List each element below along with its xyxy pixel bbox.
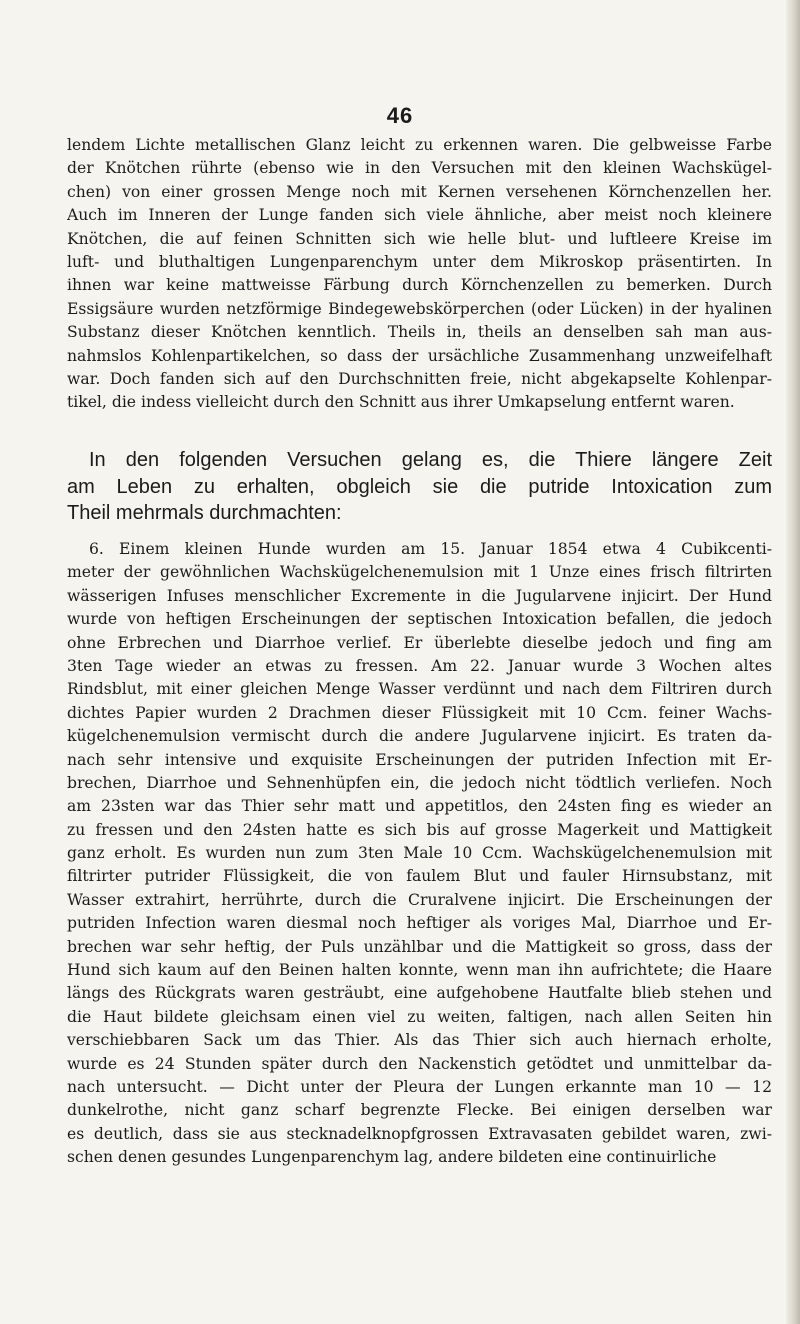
paragraph-2-line: ganz erholt. Es wurden nun zum 3ten Male 10 Ccm. Wachskügelchenemulsion mit	[67, 844, 772, 863]
paragraph-2-line: wurde es 24 Stunden später durch den Nackenstich getödtet und unmittelbar da-	[67, 1054, 772, 1073]
paragraph-1	[67, 134, 772, 415]
heading-line: Theil mehrmals durchmachten:	[67, 502, 342, 524]
paragraph-1-line: Substanz dieser Knötchen kenntlich. Theils in, theils an denselben sah man aus-	[67, 323, 772, 342]
paragraph-1-line: tikel, die indess vielleicht durch den Schnitt aus ihrer Umkapselung entfernt waren.	[67, 393, 735, 412]
heading-line: am Leben zu erhalten, obgleich sie die putride Intoxication zum	[67, 475, 772, 498]
paragraph-1-line: chen) von einer grossen Menge noch mit Kernen versehenen Körnchenzellen her.	[67, 182, 772, 201]
paragraph-2-line: nach untersucht. — Dicht unter der Pleura der Lungen erkannte man 10 — 12	[67, 1077, 772, 1096]
paragraph-2-line: wurde von heftigen Erscheinungen der septischen Intoxication befallen, die jedoch	[67, 610, 772, 629]
paragraph-1-line: der Knötchen rührte (ebenso wie in den Versuchen mit den kleinen Wachskügel-	[67, 159, 772, 178]
paragraph-2-line: wässerigen Infuses menschlicher Excremente in die Jugularvene injicirt. Der Hund	[67, 586, 772, 605]
paragraph-1-line: Auch im Inneren der Lunge fanden sich viele ähnliche, aber meist noch kleinere	[67, 206, 772, 225]
paragraph-1-line: war. Doch fanden sich auf den Durchschnitten freie, nicht abgekapselte Kohlenpar-	[67, 369, 772, 388]
paragraph-2	[67, 538, 772, 1170]
paragraph-1-line: Knötchen, die auf feinen Schnitten sich wie helle blut- und luftleere Kreise im	[67, 229, 772, 248]
paragraph-2-line: ohne Erbrechen und Diarrhoe verlief. Er überlebte dieselbe jedoch und fing am	[67, 633, 772, 652]
paragraph-1-line: ihnen war keine mattweisse Färbung durch Körnchenzellen zu bemerken. Durch	[67, 276, 772, 295]
paragraph-2-line: 6. Einem kleinen Hunde wurden am 15. Januar 1854 etwa 4 Cubikcenti-	[89, 540, 772, 558]
paragraph-2-line: die Haut bildete gleichsam einen viel zu weiten, faltigen, nach allen Seiten hin	[67, 1007, 772, 1026]
paragraph-2-line: Hund sich kaum auf den Beinen halten konnte, wenn man ihn aufrichtete; die Haare	[67, 961, 772, 980]
paragraph-2-line: verschiebbaren Sack um das Thier. Als das Thier sich auch hiernach erholte,	[67, 1031, 772, 1050]
paragraph-2-line: kügelchenemulsion vermischt durch die andere Jugularvene injicirt. Es traten da-	[67, 727, 772, 746]
paragraph-2-line: brechen war sehr heftig, der Puls unzählbar und die Mattigkeit so gross, dass der	[67, 937, 772, 956]
paragraph-2-line: Rindsblut, mit einer gleichen Menge Wasser verdünnt und nach dem Filtriren durch	[67, 680, 772, 699]
page-edge-shadow	[786, 0, 800, 1324]
paragraph-2-line: brechen, Diarrhoe und Sehnenhüpfen ein, die jedoch nicht tödtlich verliefen. Noch	[67, 773, 772, 792]
paragraph-2-line: längs des Rückgrats waren gesträubt, eine aufgehobene Hautfalte blieb stehen und	[67, 984, 772, 1003]
paragraph-1-line: luft- und bluthaltigen Lungenparenchym unter dem Mikroskop präsentirten. In	[67, 252, 772, 271]
paragraph-1-line: lendem Lichte metallischen Glanz leicht zu erkennen waren. Die gelbweisse Farbe	[67, 136, 772, 154]
paragraph-2-line: zu fressen und den 24sten hatte es sich bis auf grosse Magerkeit und Mattigkeit	[67, 820, 772, 839]
paragraph-1-line: Essigsäure wurden netzförmige Bindegewebskörperchen (oder Lücken) in der hyalinen	[67, 299, 772, 318]
paragraph-2-line: am 23sten war das Thier sehr matt und appetitlos, den 24sten fing es wieder an	[67, 797, 772, 816]
page-number: 46	[386, 103, 414, 128]
paragraph-2-line: Wasser extrahirt, herrührte, durch die Cruralvene injicirt. Die Erscheinungen der	[67, 890, 772, 909]
paragraph-2-line: meter der gewöhnlichen Wachskügelchenemulsion mit 1 Unze eines frisch filtrirten	[67, 563, 772, 582]
paragraph-2-line: dichtes Papier wurden 2 Drachmen dieser Flüssigkeit mit 10 Ccm. feiner Wachs-	[67, 703, 772, 722]
paragraph-2-line: es deutlich, dass sie aus stecknadelknopfgrossen Extravasaten gebildet waren, zwi-	[67, 1124, 772, 1143]
paragraph-2-line: 3ten Tage wieder an etwas zu fressen. Am 22. Januar wurde 3 Wochen altes	[67, 656, 772, 675]
paragraph-1-line: nahmslos Kohlenpartikelchen, so dass der ursächliche Zusammenhang unzweifelhaft	[67, 346, 772, 365]
paragraph-2-line: schen denen gesundes Lungenparenchym lag, andere bildeten eine continuirliche	[67, 1148, 717, 1167]
paragraph-2-line: nach sehr intensive und exquisite Erscheinungen der putriden Infection mit Er-	[67, 750, 772, 769]
section-heading	[67, 447, 772, 527]
heading-line: In den folgenden Versuchen gelang es, die Thiere längere Zeit	[89, 449, 772, 471]
paragraph-2-line: dunkelrothe, nicht ganz scharf begrenzte Flecke. Bei einigen derselben war	[67, 1101, 772, 1120]
paragraph-2-line: filtrirter putrider Flüssigkeit, die von faulem Blut und fauler Hirnsubstanz, mit	[67, 867, 772, 886]
paragraph-2-line: putriden Infection waren diesmal noch heftiger als voriges Mal, Diarrhoe und Er-	[67, 914, 772, 933]
